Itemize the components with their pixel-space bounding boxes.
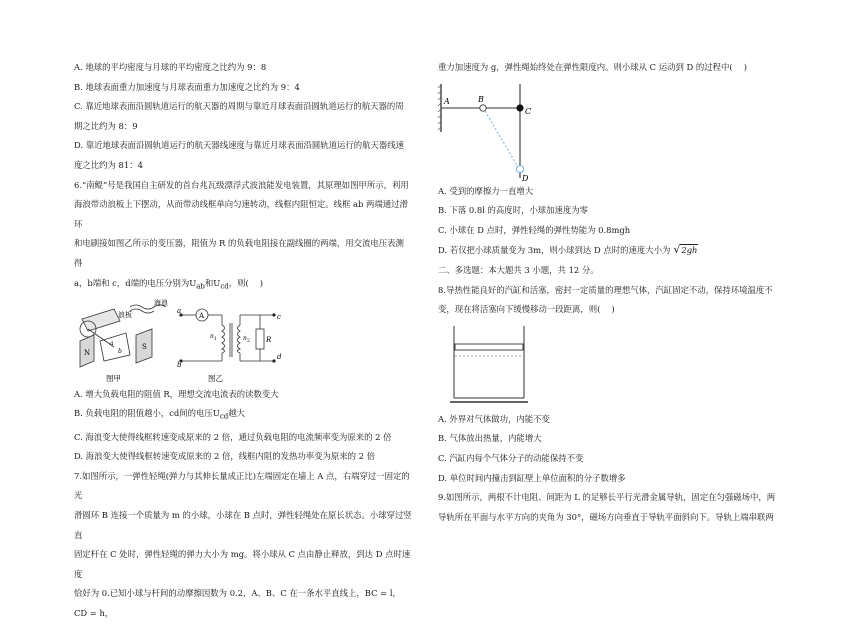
- q6-option-a: A. 增大负载电阻的阻值 R，理想交流电流表的读数变大: [74, 388, 279, 399]
- board-label: 浪板: [118, 310, 132, 319]
- figure-jia-caption: 图甲: [106, 373, 121, 383]
- point-d-label: D: [522, 173, 529, 183]
- q6-figures: [74, 299, 412, 385]
- q6-stem-line1: 6.“南鲲”号是我国自主研发的首台兆瓦级漂浮式波浪能发电装置，其原理如图甲所示，利用: [74, 179, 409, 190]
- q6-stem-text: a，b端和 c，d端的电压分别为U: [74, 277, 197, 288]
- terminal-a-label: a: [177, 306, 182, 315]
- cylinder-diagram: [438, 320, 558, 410]
- q6-stem-text2: 和U: [204, 277, 221, 288]
- q8-stem-line2: 变，现在将活塞向下缓慢移动一段距离，则( ): [438, 304, 615, 315]
- q8-figure: [438, 320, 794, 410]
- q8-option-a: A. 外界对气体做功，内能不变: [438, 413, 550, 424]
- frame-b-label: b: [118, 347, 122, 355]
- q7-stem-line3: 固定杆在 C 处时，弹性轻绳的弹力大小为 mg。将小球从 C 点由静止释放，到达 D 点时速度: [74, 549, 411, 579]
- terminal-d-label: d: [277, 352, 282, 361]
- q6-stem-line2: 海浪带动浪板上下摆动，从而带动线框单向匀速转动，线框内阻恒定。线框 ab 两端通过滑环: [74, 199, 408, 229]
- q5-option-c-cont: 期之比约为 8：9: [74, 120, 138, 131]
- q9-stem-line2: 导轨所在平面与水平方向的夹角为 30°，磁场方向垂直于导轨平面斜向下。导轨上端串联两: [438, 511, 774, 522]
- figure-yi: [178, 299, 288, 385]
- q6-stem-line4: [74, 274, 412, 297]
- q5-option-c: C. 靠近地球表面沿圆轨道运行的航天器的周期与靠近月球表面沿圆轨道运行的航天器的周: [74, 101, 404, 112]
- terminal-b-label: b: [177, 360, 182, 369]
- q8-option-b: B. 气体放出热量，内能增大: [438, 433, 542, 444]
- sqrt-radicand: 2gh: [681, 245, 698, 256]
- q6-option-b-sub: cd: [219, 413, 229, 422]
- resistor-label: R: [266, 335, 272, 344]
- figure-jia: [74, 299, 194, 385]
- q6-sub-cd: cd: [220, 282, 229, 291]
- q7-stem-cont: 重力加速度为 g，弹性绳始终处在弹性限度内。则小球从 C 运动到 D 的过程中( ): [438, 62, 747, 72]
- q9-stem-line1: 9.如图所示，两根不计电阻、间距为 L 的足够长平行光滑金属导轨，固定在匀强磁场中，两: [438, 492, 776, 503]
- q7-option-d-text: D. 若仅把小球质量变为 3m，则小球到达 D 点时的速度大小为: [438, 245, 671, 256]
- point-a-label: A: [444, 96, 450, 106]
- q6-option-c: C. 海浪变大使得线框转速变成原来的 2 倍，通过负载电阻的电流频率变为原来的 2 倍: [74, 431, 392, 442]
- magnet-n-label: N: [84, 348, 91, 357]
- q8-option-c: C. 汽缸内每个气体分子的动能保持不变: [438, 452, 584, 463]
- q5-option-a: A. 地球的平均密度与月球的平均密度之比约为 9：8: [74, 62, 267, 72]
- q6-stem-line3: 和电刷接如图乙所示的变压器，阻值为 R 的负载电阻接在副线圈的两端，用交流电压表测得: [74, 238, 404, 268]
- q8-stem-line1: 8.导热性能良好的汽缸和活塞，密封一定质量的理想气体，汽缸固定不动，保持环境温度不: [438, 284, 773, 295]
- n1-label: n: [210, 332, 214, 340]
- q7-option-a: A. 受到的摩擦力一直增大: [438, 185, 534, 196]
- n2-sub: 2: [247, 338, 250, 344]
- q7-option-c: C. 小球在 D 点时，弹性轻绳的弹性势能为 0.8mgh: [438, 224, 631, 235]
- q5-option-d-cont: 度之比约为 81：4: [74, 159, 143, 170]
- q7-option-b: B. 下落 0.8l 的高度时，小球加速度为零: [438, 205, 589, 216]
- ammeter-icon: A: [199, 311, 205, 320]
- q7-stem-line2: 滑圆环 B 连接一个质量为 m 的小球，小球在 B 点时，弹性轻绳处在原长状态。小球穿过竖直: [74, 510, 412, 540]
- sqrt-expression: √2gh: [673, 243, 698, 257]
- q7-figure: [438, 78, 794, 182]
- q7-diagram: [438, 78, 578, 182]
- q6-option-b: [74, 404, 412, 427]
- q6-option-d: D. 海浪变大使得线框转速变成原来的 2 倍，线框内阻的发热功率变为原来的 2 倍: [74, 451, 376, 462]
- left-column: [74, 58, 412, 624]
- n2-label: n: [243, 334, 247, 342]
- q7-stem-line4: 恰好为 0.已知小球与杆间的动摩擦因数为 0.2，A、B、C 在一条水平直线上，BC = l，CD = h，: [74, 588, 401, 618]
- wave-label: 海浪: [154, 298, 168, 307]
- magnet-s-label: S: [142, 342, 147, 351]
- terminal-c-label: c: [277, 312, 281, 321]
- frame-a-label: a: [110, 339, 114, 347]
- right-column: [438, 58, 794, 527]
- q6-option-b-end: 越大: [228, 408, 245, 419]
- figure-yi-caption: 图乙: [208, 373, 223, 383]
- q6-option-b-text: B. 负载电阻的阻值越小，cd间的电压U: [74, 408, 220, 419]
- q5-option-d: D. 靠近地球表面沿圆轨道运行的航天器线速度与靠近月球表面沿圆轨道运行的航天器线速: [74, 140, 404, 151]
- q7-stem-line1: 7.如图所示，一弹性轻绳(弹力与其伸长量成正比)左端固定在墙上 A 点，右端穿过一固定的光: [74, 470, 410, 501]
- point-b-label: B: [478, 94, 484, 104]
- q5-option-b: B. 地球表面重力加速度与月球表面重力加速度之比约为 9：4: [74, 81, 300, 92]
- section-2-heading: 二、多选题：本大题共 3 小题，共 12 分。: [438, 264, 599, 275]
- n1-sub: 1: [214, 336, 217, 342]
- q7-option-d: [438, 240, 794, 261]
- q8-option-d: D. 单位时间内撞击到缸壁上单位面积的分子数增多: [438, 472, 626, 483]
- q6-stem-end: ，则( ): [228, 277, 264, 288]
- point-c-label: C: [525, 106, 532, 116]
- q6-sub-ab: ab: [196, 282, 205, 291]
